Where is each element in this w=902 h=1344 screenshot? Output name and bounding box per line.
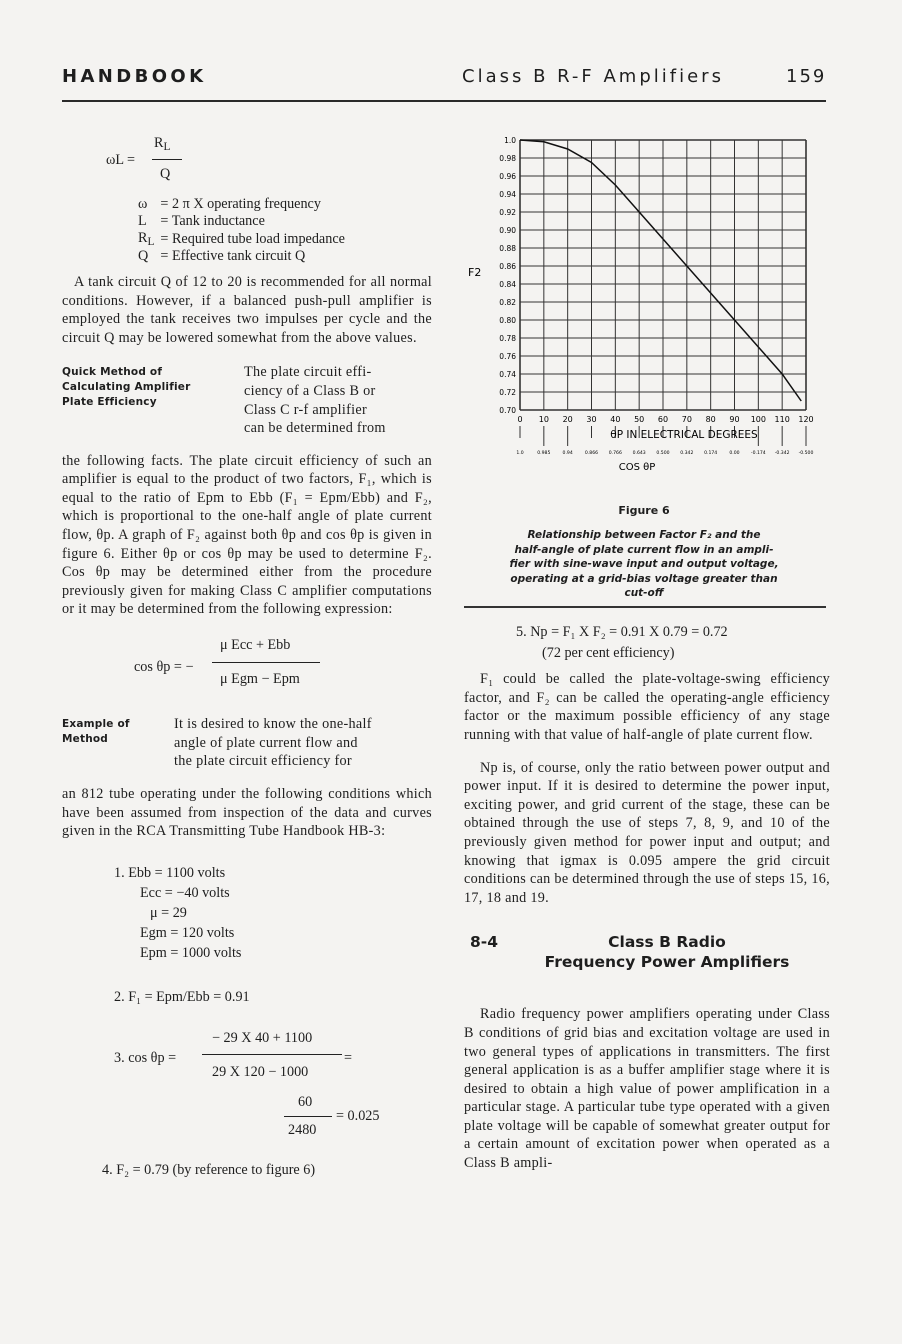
plate-efficiency-paragraph: the following facts. The plate circuit efficiency of such an amplifier is equal to the product of two factors, F₁, which is equal to the ratio of Epm to Ebb (F₁ = Epm/Ebb) and F₂, which is proportional to the one-half angle of plate current flow, θp. A graph of F₂ against both θp and cos θp is given in figure 6. Either θp or cos θp may be used to determine F₂. Cos θp may be determined either from the procedure previously given for making Class C amplifier computations or it may be determined from the following expression: [62, 452, 432, 618]
x-tick-label: 90 [729, 415, 740, 424]
x-tick-label: 20 [562, 415, 573, 424]
step-5-note: (72 per cent efficiency) [542, 645, 675, 661]
example-block [62, 715, 432, 771]
running-head-left: HANDBOOK [62, 66, 207, 87]
y-tick-label: 1.0 [504, 136, 516, 145]
chart-cos-label: COS θP [618, 462, 656, 473]
definition-text: = Tank inductance [160, 213, 265, 229]
section-title [504, 933, 830, 971]
sidehead-quick-method [62, 365, 191, 410]
wl-lhs: ωL = [106, 152, 136, 168]
y-tick-label: 0.70 [499, 406, 516, 415]
chart-x-label: θP IN ELECTRICAL DEGREES [610, 429, 758, 441]
y-tick-label: 0.72 [499, 388, 516, 397]
chart-curve-group [520, 140, 801, 401]
y-tick-label: 0.86 [499, 262, 516, 271]
sidehead-line: Example of [62, 718, 130, 731]
running-head-title: Class B R-F Amplifiers [462, 66, 724, 87]
section-title-line: Class B Radio [608, 933, 726, 952]
definition-text: = 2 π X operating frequency [160, 196, 321, 212]
y-tick-label: 0.92 [499, 208, 516, 217]
definition-row [138, 213, 351, 230]
cos-tick-label: 0.342 [680, 451, 694, 456]
cos-tick-label: -0.342 [774, 451, 790, 456]
wl-formula [62, 130, 432, 182]
class-b-paragraph: Radio frequency power amplifiers operating under Class B conditions of grid bias and excitation voltage are used in two general types of applications in transmitters. The first general application is as a buffer amplifier stage where it is desired to obtain a high value of power amplification in a particular stage. A particular tube type operated with a given plate voltage will be capable of somewhat greater output for a certain amount of excitation power when operated as a Class B ampli- [464, 1006, 830, 1172]
step3-fraction-bar [202, 1054, 342, 1055]
x-tick-label: 50 [634, 415, 645, 424]
cos-tick-label: -0.174 [750, 451, 766, 456]
definition-row [138, 248, 351, 265]
definition-symbol: Q [138, 248, 149, 264]
chart-y-label: F2 [468, 266, 482, 279]
section-heading [464, 933, 830, 989]
step-2: 2. F₁ = Epm/Ebb = 0.91 [114, 989, 250, 1006]
step3-label: 3. cos θp = [114, 1050, 177, 1067]
step-line: 1. Ebb = 1100 volts [114, 865, 226, 882]
figure-label: Figure 6 [618, 504, 670, 517]
step-line: μ = 29 [150, 905, 187, 922]
x-tick-label: 10 [538, 415, 549, 424]
step-line: Ecc = −40 volts [140, 885, 230, 902]
cos-tick-label: -0.500 [798, 451, 814, 456]
f2-curve [520, 140, 801, 401]
text-line: ciency of a Class B or [244, 382, 376, 399]
cos-tick-label: 0.643 [632, 451, 646, 456]
step-1 [62, 863, 432, 963]
wl-fraction-bar [152, 159, 182, 160]
definition-subscript: L [147, 236, 155, 248]
cos-tick-label: 0.174 [704, 451, 718, 456]
text-line: can be determined from [244, 420, 386, 437]
y-tick-label: 0.96 [499, 172, 516, 181]
wl-num-sub: L [163, 141, 171, 153]
cos-tick-label: 0.866 [584, 451, 599, 456]
text-line: The plate circuit effi- [244, 364, 372, 381]
sidehead-line: Method [62, 733, 108, 746]
caption-line: Relationship between Factor F₂ and the [527, 529, 761, 541]
y-tick-label: 0.84 [499, 280, 516, 289]
right-column [464, 624, 830, 1187]
step3-equals: = [344, 1050, 353, 1067]
y-tick-label: 0.80 [499, 316, 516, 325]
factor-paragraph: F₁ could be called the plate-voltage-swing efficiency factor, and F₂ can be called the operating-angle efficiency factor or the maximum possible efficiency of any stage running with that value of half-angle of plate current flow. [464, 671, 830, 743]
definition-text: = Effective tank circuit Q [160, 248, 306, 264]
text-line: Class C r-f amplifier [244, 401, 368, 418]
step-line: Egm = 120 volts [140, 925, 235, 942]
sidehead-line: Calculating Amplifier [62, 381, 191, 394]
cos-tick-label: 1.0 [516, 451, 524, 456]
y-tick-label: 0.98 [499, 154, 516, 163]
header-rule [62, 100, 826, 102]
y-tick-label: 0.88 [499, 244, 516, 253]
definition-symbol: $R_L$ [138, 230, 155, 248]
step3b-denominator: 2480 [288, 1122, 317, 1139]
y-tick-label: 0.76 [499, 352, 516, 361]
sidehead-line: Quick Method of [62, 366, 163, 379]
cos-tick-label: 0.985 [537, 451, 551, 456]
y-tick-label: 0.82 [499, 298, 516, 307]
left-column [62, 130, 432, 1179]
quick-method-indent-text [244, 363, 432, 437]
example-paragraph: an 812 tube operating under the following conditions which have been assumed from inspection of the data and curves given in the RCA Transmitting Tube Handbook HB-3: [62, 786, 432, 840]
text-line: angle of plate current flow and [174, 734, 358, 751]
wl-denominator: Q [160, 166, 171, 182]
chart-y-ticks [499, 136, 516, 415]
caption-line: cut-off [624, 587, 664, 599]
step3-denominator: 29 X 120 − 1000 [212, 1064, 309, 1081]
step3b-result: = 0.025 [336, 1108, 380, 1125]
page-number: 159 [786, 66, 827, 87]
example-indent-text [174, 715, 432, 771]
step-line: Epm = 1000 volts [140, 945, 242, 962]
section-number: 8-4 [470, 933, 499, 952]
step-5: 5. Np = F₁ X F₂ = 0.91 X 0.79 = 0.72 [516, 624, 728, 640]
step3b-numerator: 60 [298, 1094, 313, 1111]
y-tick-label: 0.94 [499, 190, 516, 199]
step-4: 4. F₂ = 0.79 (by reference to figure 6) [102, 1162, 316, 1179]
caption-line: fier with sine-wave input and output voltage, [509, 558, 779, 570]
cos-tick-label: 0.766 [608, 451, 622, 456]
definition-row [138, 196, 351, 213]
definition-symbol: L [138, 213, 147, 229]
caption-line: half-angle of plate current flow in an ampli- [514, 543, 774, 556]
x-tick-label: 70 [681, 415, 692, 424]
cos-theta-formula [62, 633, 432, 697]
chart-cos-ticks [516, 450, 813, 456]
x-tick-label: 110 [774, 415, 790, 424]
cos-tick-label: 0.500 [656, 451, 670, 456]
x-tick-label: 60 [657, 415, 669, 424]
cos-numerator: μ Ecc + Ebb [220, 637, 291, 654]
chart-grid [520, 140, 806, 410]
cos-fraction-bar [212, 662, 320, 663]
text-line: the plate circuit efficiency for [174, 753, 352, 770]
cos-lhs: cos θp = − [134, 659, 194, 676]
y-tick-label: 0.90 [499, 226, 516, 235]
step-3b [62, 1108, 432, 1139]
step3-numerator: − 29 X 40 + 1100 [212, 1030, 313, 1047]
figure-6-chart [462, 126, 830, 478]
sidehead-line: Plate Efficiency [62, 396, 157, 409]
cos-tick-label: 0.94 [562, 451, 573, 456]
y-tick-label: 0.78 [499, 334, 516, 343]
quick-method-block [62, 363, 432, 437]
tank-q-paragraph: A tank circuit Q of 12 to 20 is recommended for all normal conditions. However, if a balanced push-pull amplifier is employed the tank receives two impulses per cycle and the circuit Q may be lowered somewhat from the above values. [62, 274, 432, 346]
x-tick-label: 120 [798, 415, 814, 424]
x-tick-label: 80 [705, 415, 716, 424]
np-paragraph: Np is, of course, only the ratio between power output and power input. If it is desired to determine the power input, exciting power, and grid current of the stage, these can be obtained through the use of steps 7, 8, 9, and 10 of the previously given method for power input and output; and knowing that igmax is 0.095 ampere the grid circuit conditions can be determined through the use of steps 15, 16, 17, 18 and 19. [464, 759, 830, 906]
text-line: It is desired to know the one-half [174, 716, 372, 733]
sidehead-example [62, 717, 130, 747]
wl-numerator [154, 135, 170, 152]
x-tick-label: 100 [750, 415, 766, 424]
x-tick-label: 30 [586, 415, 597, 424]
section-title-line: Frequency Power Amplifiers [544, 953, 790, 972]
definition-symbol: ω [138, 196, 148, 212]
figure-caption [462, 528, 826, 601]
x-tick-label: 0 [517, 415, 523, 424]
symbol-definitions [138, 196, 351, 265]
figure-rule [464, 606, 826, 608]
cos-denominator: μ Egm − Epm [220, 671, 300, 688]
definition-row [138, 230, 351, 248]
y-tick-label: 0.74 [499, 370, 516, 379]
wl-num-text: R [154, 135, 164, 151]
caption-line: operating at a grid-bias voltage greater than [510, 572, 778, 585]
x-tick-label: 40 [610, 415, 621, 424]
cos-tick-label: 0.00 [729, 451, 740, 456]
definition-text: = Required tube load impedance [160, 230, 345, 247]
